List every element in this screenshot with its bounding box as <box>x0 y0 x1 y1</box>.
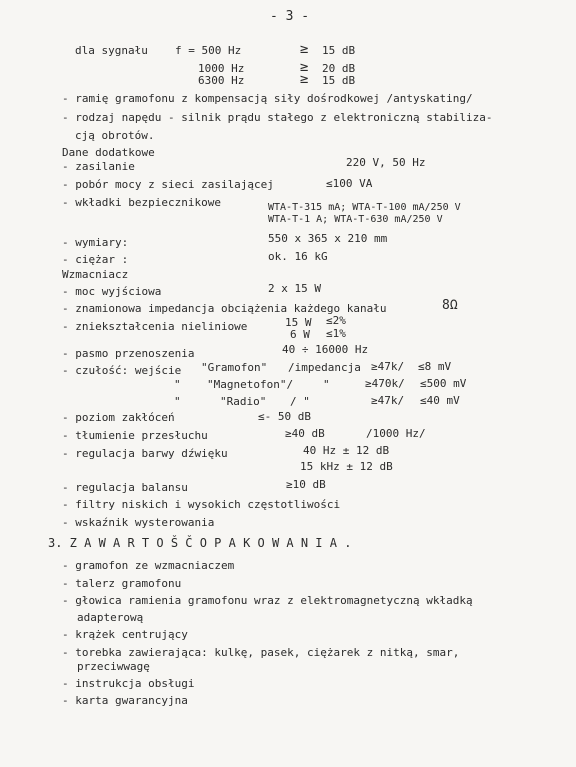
list-value: ≤1% <box>326 327 346 340</box>
signal-val-3: 15 dB <box>322 74 356 87</box>
list-item: - moc wyjściowa <box>62 285 162 298</box>
ge-symbol: ≥ <box>300 59 309 75</box>
signal-val-1: 15 dB <box>322 44 356 57</box>
list-value: ok. 16 kG <box>268 250 328 263</box>
list-item: - wskaźnik wysterowania <box>62 516 215 529</box>
sens-imp: ≥47k/ <box>371 360 405 373</box>
section-heading: Dane dodatkowe <box>62 146 155 159</box>
list-item: - talerz gramofonu <box>62 577 182 590</box>
sens-value: ≤40 mV <box>420 394 460 407</box>
list-item: przeciwwagę <box>77 660 150 673</box>
list-value: ≤100 VA <box>326 177 373 190</box>
list-item: - ciężar : <box>62 253 129 266</box>
list-item: adapterową <box>77 611 144 624</box>
list-item: - znamionowa impedancja obciążenia każdego kanału <box>62 302 387 315</box>
sens-imp: ≥470k/ <box>365 377 405 390</box>
list-value: 15 W <box>285 316 312 329</box>
ge-symbol: ≥ <box>300 71 309 87</box>
list-value: 15 kHz ± 12 dB <box>300 460 393 473</box>
list-value: 2 x 15 W <box>268 282 321 295</box>
list-item: - tłumienie przesłuchu <box>62 429 208 442</box>
list-item: - regulacja barwy dźwięku <box>62 447 228 460</box>
sens-value: ≤500 mV <box>420 377 467 390</box>
list-item: - gramofon ze wzmacniaczem <box>62 559 235 572</box>
signal-val-2: 20 dB <box>322 62 356 75</box>
ge-symbol: ≥ <box>300 41 309 57</box>
sens-imp: ≥47k/ <box>371 394 405 407</box>
list-value: ≥10 dB <box>286 478 326 491</box>
fuse-line-1: WTA-T-315 mA; WTA-T-100 mA/250 V <box>268 202 461 213</box>
list-value: ≤2% <box>326 314 346 327</box>
signal-label: dla sygnału <box>75 44 148 57</box>
sens-value: ≤8 mV <box>418 360 452 373</box>
list-value: 550 x 365 x 210 mm <box>268 232 388 245</box>
list-item: - wkładki bezpiecznikowe <box>62 196 221 209</box>
signal-freq-1: f = 500 Hz <box>175 44 242 57</box>
list-value: 220 V, 50 Hz <box>346 156 426 169</box>
sens-mid: " <box>323 378 330 391</box>
list-item: - zniekształcenia nieliniowe <box>62 320 248 333</box>
signal-freq-3: 6300 Hz <box>198 74 245 87</box>
list-value: 40 Hz ± 12 dB <box>303 444 390 457</box>
fuse-line-2: WTA-T-1 A; WTA-T-630 mA/250 V <box>268 214 443 225</box>
list-item: - karta gwarancyjna <box>62 694 188 707</box>
list-value: ≥40 dB <box>285 427 325 440</box>
list-item: - zasilanie <box>62 160 135 173</box>
signal-freq-2: 1000 Hz <box>198 62 245 75</box>
list-value: /1000 Hz/ <box>366 427 426 440</box>
sens-name: "Magnetofon"/ <box>207 378 294 391</box>
list-item: - pasmo przenoszenia <box>62 347 195 360</box>
list-item: cją obrotów. <box>75 129 155 142</box>
list-item: - rodzaj napędu - silnik prądu stałego z elektroniczną stabiliza- <box>62 111 493 124</box>
list-item: - wymiary: <box>62 236 129 249</box>
list-value: 6 W <box>290 328 310 341</box>
sens-name: "Radio" <box>220 395 267 408</box>
list-item: - ramię gramofonu z kompensacją siły dośrodkowej /antyskating/ <box>62 92 473 105</box>
list-item: - regulacja balansu <box>62 481 188 494</box>
sens-name: "Gramofon" <box>201 361 268 374</box>
section-heading: 3. Z A W A R T O Š Č O P A K O W A N I A . <box>48 536 352 550</box>
list-item: - krążek centrujący <box>62 628 188 641</box>
list-item: - filtry niskich i wysokich częstotliwości <box>62 498 341 511</box>
sens-mid: /impedancja <box>288 361 361 374</box>
sens-mid: / " <box>290 395 310 408</box>
section-heading: Wzmacniacz <box>62 268 129 281</box>
list-item: - głowica ramienia gramofonu wraz z elektromagnetyczną wkładką <box>62 594 473 607</box>
list-item: - czułość: wejście <box>62 364 182 377</box>
list-item: - torebka zawierająca: kulkę, pasek, ciężarek z nitką, smar, <box>62 646 460 659</box>
page-number: - 3 - <box>270 9 310 24</box>
list-item: - instrukcja obsługi <box>62 677 195 690</box>
list-value: 8Ω <box>442 298 458 313</box>
sens-prefix: " <box>174 378 181 391</box>
list-item: - poziom zakłóceń <box>62 411 175 424</box>
list-item: - pobór mocy z sieci zasilającej <box>62 178 274 191</box>
sens-prefix: " <box>174 395 181 408</box>
list-value: 40 ÷ 16000 Hz <box>282 343 369 356</box>
list-value: ≤- 50 dB <box>258 410 311 423</box>
